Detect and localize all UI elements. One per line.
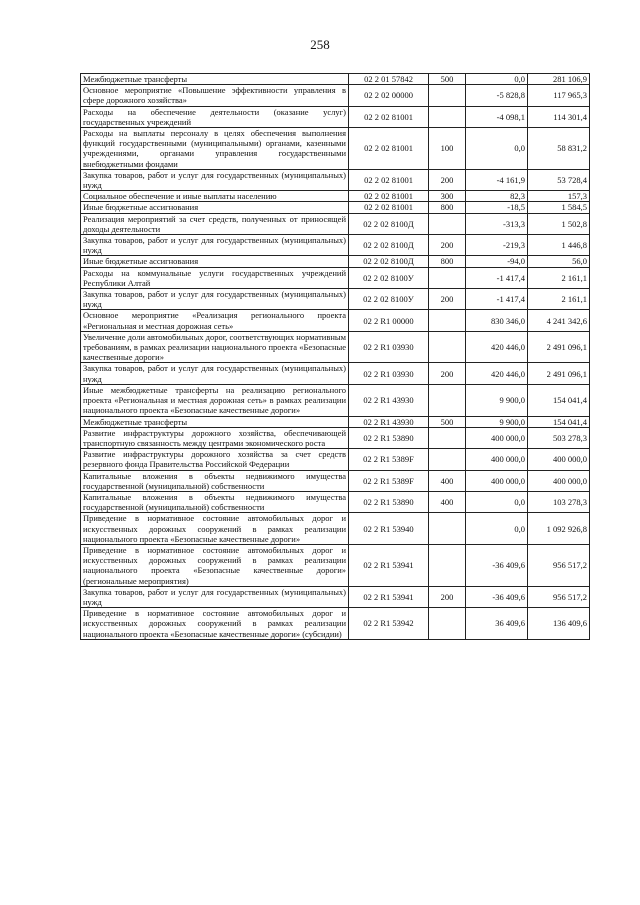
expense-name-cell: Капитальные вложения в объекты недвижимого имущества государственной (муниципальной) собственности bbox=[81, 470, 349, 491]
amount-change-cell: 400 000,0 bbox=[466, 449, 528, 470]
expense-name-cell: Иные бюджетные ассигнования bbox=[81, 256, 349, 267]
amount-total-cell: 154 041,4 bbox=[528, 384, 590, 416]
amount-total-cell: 4 241 342,6 bbox=[528, 310, 590, 331]
table-row bbox=[81, 449, 590, 470]
target-article-code-cell: 02 2 02 8100Д bbox=[349, 213, 429, 234]
expense-type-cell: 500 bbox=[429, 416, 466, 427]
amount-change-cell: 36 409,6 bbox=[466, 608, 528, 640]
amount-total-cell: 956 517,2 bbox=[528, 544, 590, 586]
table-row bbox=[81, 331, 590, 363]
expense-name-cell: Увеличение доли автомобильных дорог, соответствующих нормативным требованиям, в рамках реализации национального проекта «Безопасные качественные дороги» bbox=[81, 331, 349, 363]
expense-type-cell: 200 bbox=[429, 289, 466, 310]
table-row bbox=[81, 384, 590, 416]
target-article-code-cell: 02 2 02 81001 bbox=[349, 169, 429, 190]
expense-name-cell: Приведение в нормативное состояние автомобильных дорог и искусственных дорожных сооружений в рамках реализации национального проекта «Безопасные качественные дороги» (региональные мероприятия) bbox=[81, 544, 349, 586]
target-article-code-cell: 02 2 02 81001 bbox=[349, 106, 429, 127]
table-row bbox=[81, 544, 590, 586]
expense-type-cell bbox=[429, 267, 466, 288]
amount-change-cell: 420 446,0 bbox=[466, 363, 528, 384]
target-article-code-cell: 02 2 R1 5389F bbox=[349, 449, 429, 470]
amount-total-cell: 2 491 096,1 bbox=[528, 331, 590, 363]
expense-name-cell: Расходы на выплаты персоналу в целях обеспечения выполнения функций государственными (муниципальными) органами, казенными учреждениями, органами управления государственными внебюджетными фондами bbox=[81, 128, 349, 170]
table-row bbox=[81, 267, 590, 288]
expense-type-cell bbox=[429, 213, 466, 234]
table-row bbox=[81, 128, 590, 170]
expense-type-cell: 200 bbox=[429, 586, 466, 607]
amount-total-cell: 1 446,8 bbox=[528, 235, 590, 256]
expense-name-cell: Развитие инфраструктуры дорожного хозяйства, обеспечивающей транспортную связанность между центрами экономического роста bbox=[81, 427, 349, 448]
target-article-code-cell: 02 2 02 00000 bbox=[349, 85, 429, 106]
expense-type-cell: 400 bbox=[429, 491, 466, 512]
amount-change-cell: -4 161,9 bbox=[466, 169, 528, 190]
expense-name-cell: Основное мероприятие «Повышение эффективности управления в сфере дорожного хозяйства» bbox=[81, 85, 349, 106]
amount-total-cell: 114 301,4 bbox=[528, 106, 590, 127]
expense-type-cell: 500 bbox=[429, 74, 466, 85]
expense-type-cell bbox=[429, 384, 466, 416]
target-article-code-cell: 02 2 02 8100Д bbox=[349, 235, 429, 256]
expense-name-cell: Межбюджетные трансферты bbox=[81, 74, 349, 85]
expense-type-cell bbox=[429, 449, 466, 470]
target-article-code-cell: 02 2 R1 53890 bbox=[349, 491, 429, 512]
expense-type-cell: 800 bbox=[429, 256, 466, 267]
budget-table-body bbox=[81, 74, 590, 640]
table-row bbox=[81, 416, 590, 427]
expense-name-cell: Основное мероприятие «Реализация регионального проекта «Региональная и местная дорожная сеть» bbox=[81, 310, 349, 331]
amount-change-cell: 9 900,0 bbox=[466, 416, 528, 427]
amount-change-cell: 0,0 bbox=[466, 74, 528, 85]
amount-change-cell: 0,0 bbox=[466, 128, 528, 170]
amount-total-cell: 2 491 096,1 bbox=[528, 363, 590, 384]
expense-type-cell bbox=[429, 608, 466, 640]
target-article-code-cell: 02 2 R1 53890 bbox=[349, 427, 429, 448]
table-row bbox=[81, 427, 590, 448]
expense-type-cell: 200 bbox=[429, 169, 466, 190]
amount-change-cell: -313,3 bbox=[466, 213, 528, 234]
table-row bbox=[81, 191, 590, 202]
expense-name-cell: Приведение в нормативное состояние автомобильных дорог и искусственных дорожных сооружений в рамках реализации национального проекта «Безопасные качественные дороги» bbox=[81, 513, 349, 545]
amount-change-cell: -5 828,8 bbox=[466, 85, 528, 106]
table-row bbox=[81, 202, 590, 213]
target-article-code-cell: 02 2 02 81001 bbox=[349, 128, 429, 170]
expense-name-cell: Межбюджетные трансферты bbox=[81, 416, 349, 427]
amount-change-cell: -219,3 bbox=[466, 235, 528, 256]
table-row bbox=[81, 363, 590, 384]
expense-type-cell: 800 bbox=[429, 202, 466, 213]
target-article-code-cell: 02 2 01 57842 bbox=[349, 74, 429, 85]
expense-type-cell bbox=[429, 513, 466, 545]
expense-name-cell: Развитие инфраструктуры дорожного хозяйства за счет средств резервного фонда Правительства Российской Федерации bbox=[81, 449, 349, 470]
amount-change-cell: -94,0 bbox=[466, 256, 528, 267]
expense-type-cell bbox=[429, 331, 466, 363]
amount-change-cell: -4 098,1 bbox=[466, 106, 528, 127]
amount-change-cell: 0,0 bbox=[466, 491, 528, 512]
target-article-code-cell: 02 2 R1 53941 bbox=[349, 544, 429, 586]
target-article-code-cell: 02 2 02 81001 bbox=[349, 202, 429, 213]
expense-name-cell: Закупка товаров, работ и услуг для государственных (муниципальных) нужд bbox=[81, 363, 349, 384]
amount-total-cell: 136 409,6 bbox=[528, 608, 590, 640]
amount-change-cell: 9 900,0 bbox=[466, 384, 528, 416]
table-row bbox=[81, 470, 590, 491]
expense-name-cell: Закупка товаров, работ и услуг для государственных (муниципальных) нужд bbox=[81, 586, 349, 607]
target-article-code-cell: 02 2 R1 5389F bbox=[349, 470, 429, 491]
expense-type-cell: 400 bbox=[429, 470, 466, 491]
amount-change-cell: -18,5 bbox=[466, 202, 528, 213]
table-row bbox=[81, 586, 590, 607]
target-article-code-cell: 02 2 R1 43930 bbox=[349, 384, 429, 416]
amount-total-cell: 154 041,4 bbox=[528, 416, 590, 427]
expense-name-cell: Иные межбюджетные трансферты на реализацию регионального проекта «Региональная и местная дорожная сеть» в рамках реализации национального проекта «Безопасные качественные дороги» bbox=[81, 384, 349, 416]
amount-change-cell: 400 000,0 bbox=[466, 427, 528, 448]
amount-total-cell: 58 831,2 bbox=[528, 128, 590, 170]
amount-total-cell: 2 161,1 bbox=[528, 267, 590, 288]
expense-type-cell bbox=[429, 544, 466, 586]
budget-table bbox=[80, 73, 590, 640]
amount-change-cell: 0,0 bbox=[466, 513, 528, 545]
expense-type-cell bbox=[429, 106, 466, 127]
amount-change-cell: -1 417,4 bbox=[466, 289, 528, 310]
target-article-code-cell: 02 2 02 8100У bbox=[349, 267, 429, 288]
expense-type-cell: 300 bbox=[429, 191, 466, 202]
expense-name-cell: Закупка товаров, работ и услуг для государственных (муниципальных) нужд bbox=[81, 289, 349, 310]
amount-change-cell: -1 417,4 bbox=[466, 267, 528, 288]
amount-total-cell: 56,0 bbox=[528, 256, 590, 267]
expense-name-cell: Закупка товаров, работ и услуг для государственных (муниципальных) нужд bbox=[81, 169, 349, 190]
amount-change-cell: 420 446,0 bbox=[466, 331, 528, 363]
expense-type-cell bbox=[429, 85, 466, 106]
table-row bbox=[81, 74, 590, 85]
amount-total-cell: 400 000,0 bbox=[528, 449, 590, 470]
target-article-code-cell: 02 2 R1 53941 bbox=[349, 586, 429, 607]
expense-name-cell: Социальное обеспечение и иные выплаты населению bbox=[81, 191, 349, 202]
table-row bbox=[81, 256, 590, 267]
table-row bbox=[81, 169, 590, 190]
amount-total-cell: 1 502,8 bbox=[528, 213, 590, 234]
table-row bbox=[81, 289, 590, 310]
table-row bbox=[81, 106, 590, 127]
amount-total-cell: 400 000,0 bbox=[528, 470, 590, 491]
expense-name-cell: Расходы на коммунальные услуги государственных учреждений Республики Алтай bbox=[81, 267, 349, 288]
target-article-code-cell: 02 2 R1 43930 bbox=[349, 416, 429, 427]
amount-total-cell: 157,3 bbox=[528, 191, 590, 202]
expense-type-cell: 200 bbox=[429, 363, 466, 384]
table-row bbox=[81, 608, 590, 640]
expense-name-cell: Закупка товаров, работ и услуг для государственных (муниципальных) нужд bbox=[81, 235, 349, 256]
amount-total-cell: 281 106,9 bbox=[528, 74, 590, 85]
expense-name-cell: Реализация мероприятий за счет средств, полученных от приносящей доходы деятельности bbox=[81, 213, 349, 234]
table-row bbox=[81, 513, 590, 545]
expense-name-cell: Расходы на обеспечение деятельности (оказание услуг) государственных учреждений bbox=[81, 106, 349, 127]
target-article-code-cell: 02 2 02 8100Д bbox=[349, 256, 429, 267]
amount-total-cell: 117 965,3 bbox=[528, 85, 590, 106]
amount-change-cell: -36 409,6 bbox=[466, 586, 528, 607]
table-row bbox=[81, 85, 590, 106]
amount-total-cell: 53 728,4 bbox=[528, 169, 590, 190]
target-article-code-cell: 02 2 R1 53942 bbox=[349, 608, 429, 640]
amount-change-cell: -36 409,6 bbox=[466, 544, 528, 586]
target-article-code-cell: 02 2 02 8100У bbox=[349, 289, 429, 310]
target-article-code-cell: 02 2 R1 00000 bbox=[349, 310, 429, 331]
amount-total-cell: 1 584,5 bbox=[528, 202, 590, 213]
expense-type-cell bbox=[429, 427, 466, 448]
amount-change-cell: 82,3 bbox=[466, 191, 528, 202]
table-row bbox=[81, 213, 590, 234]
expense-type-cell: 200 bbox=[429, 235, 466, 256]
expense-name-cell: Приведение в нормативное состояние автомобильных дорог и искусственных дорожных сооружений в рамках реализации национального проекта «Безопасные качественные дороги» (субсидии) bbox=[81, 608, 349, 640]
target-article-code-cell: 02 2 R1 53940 bbox=[349, 513, 429, 545]
page-number: 258 bbox=[310, 37, 330, 52]
amount-total-cell: 956 517,2 bbox=[528, 586, 590, 607]
expense-name-cell: Иные бюджетные ассигнования bbox=[81, 202, 349, 213]
target-article-code-cell: 02 2 R1 03930 bbox=[349, 363, 429, 384]
amount-total-cell: 2 161,1 bbox=[528, 289, 590, 310]
expense-type-cell bbox=[429, 310, 466, 331]
amount-change-cell: 830 346,0 bbox=[466, 310, 528, 331]
amount-total-cell: 1 092 926,8 bbox=[528, 513, 590, 545]
table-row bbox=[81, 491, 590, 512]
table-row bbox=[81, 310, 590, 331]
target-article-code-cell: 02 2 R1 03930 bbox=[349, 331, 429, 363]
expense-name-cell: Капитальные вложения в объекты недвижимого имущества государственной (муниципальной) собственности bbox=[81, 491, 349, 512]
expense-type-cell: 100 bbox=[429, 128, 466, 170]
amount-total-cell: 103 278,3 bbox=[528, 491, 590, 512]
table-row bbox=[81, 235, 590, 256]
amount-change-cell: 400 000,0 bbox=[466, 470, 528, 491]
amount-total-cell: 503 278,3 bbox=[528, 427, 590, 448]
target-article-code-cell: 02 2 02 81001 bbox=[349, 191, 429, 202]
